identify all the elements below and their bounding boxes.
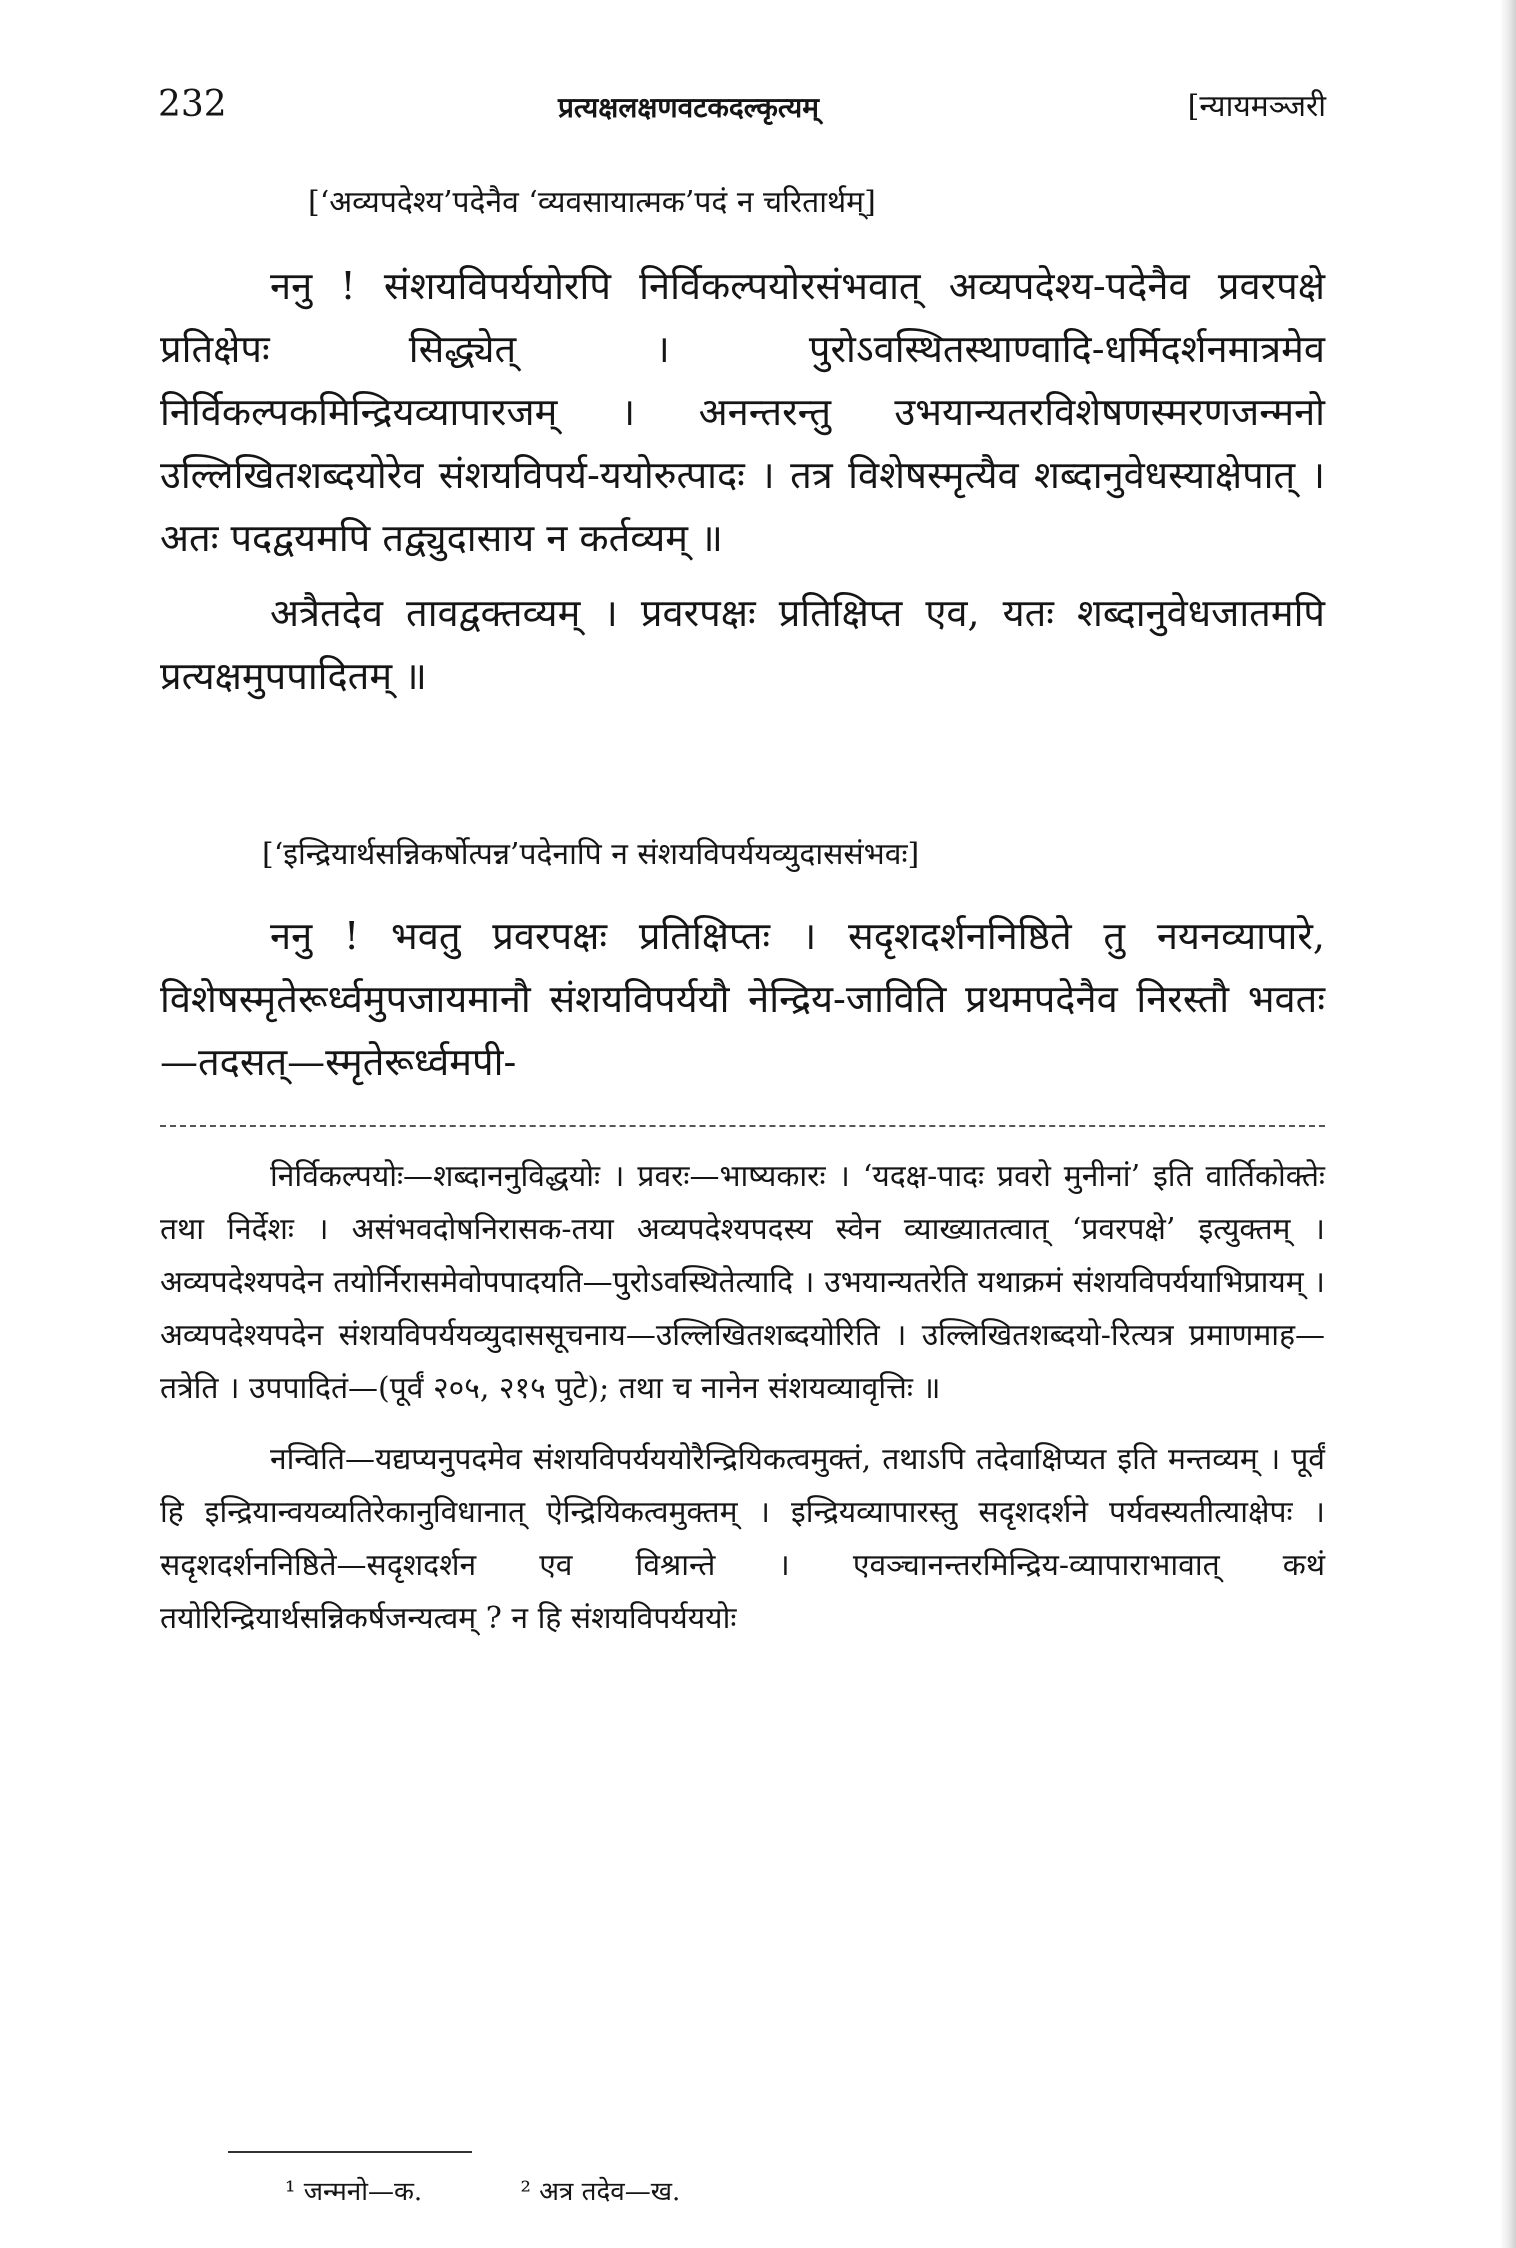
commentary-paragraph: नन्विति—यद्यप्यनुपदमेव संशयविपर्यययोरैन्द्रियिकत्वमुक्तं, तथाऽपि तदेवाक्षिप्यत इति मन्तव्यम् । पूर्वं हि इन्द्रियान्वयव्यतिरेकानुविधानात् ऐन्द्रियिकत्वमुक्तम् । इन्द्रियव्यापारस्तु सदृशदर्शने पर्यवस्यतीत्याक्षेपः । सदृशदर्शननिष्ठिते—सदृशदर्शन एव विश्रान्ते । एवञ्चानन्तरमिन्द्रिय-व्यापाराभावात् कथं तयोरिन्द्रियार्थसन्निकर्षजन्यत्वम् ? न हि संशयविपर्यययोः bbox=[160, 1442, 1325, 1636]
book-title: [न्यायमञ्जरी bbox=[1187, 89, 1326, 124]
commentary-paragraph: निर्विकल्पयोः—शब्दाननुविद्धयोः । प्रवरः—भाष्यकारः । ‘यदक्ष-पादः प्रवरो मुनीनां’ इति वार्तिकोक्तेः तथा निर्देशः । असंभवदोषनिरासक-तया अव्यपदेश्यपदस्य स्वेन व्याख्यातत्वात् ‘प्रवरपक्षे’ इत्युक्तम् । अव्यपदेश्यपदेन तयोर्निरासमेवोपपादयति—पुरोऽवस्थितेत्यादि । उभयान्यतरेति यथाक्रमं संशयविपर्ययाभिप्रायम् । अव्यपदेश्यपदेन संशयविपर्ययव्युदाससूचनाय—उल्लिखितशब्दयोरिति । उल्लिखितशब्दयो-रित्यत्र प्रमाणमाह—तत्रेति । उपपादितं—(पूर्वं २०५, २१५ पुटे); तथा च नानेन संशयव्यावृत्तिः ॥ bbox=[160, 1159, 1325, 1406]
footnote-divider bbox=[228, 2151, 472, 2153]
main-text-section-2 bbox=[160, 905, 1325, 1094]
running-header bbox=[158, 82, 1326, 142]
page-number: 232 bbox=[158, 84, 227, 125]
running-title: प्रत्यक्षलक्षणवटकदल्कृत्यम् bbox=[558, 91, 819, 124]
section-heading-2: [‘इन्द्रियार्थसन्निकर्षोत्पन्न’पदेनापि न संशयविपर्ययव्युदाससंभवः] bbox=[262, 837, 920, 872]
footnote-1: ¹ जन्मनो—क. bbox=[285, 2177, 423, 2207]
scan-edge-shadow bbox=[1500, 0, 1516, 2248]
commentary-divider bbox=[160, 1125, 1325, 1127]
main-paragraph: ननु ! संशयविपर्ययोरपि निर्विकल्पयोरसंभवात् अव्यपदेश्य-पदेनैव प्रवरपक्षे प्रतिक्षेपः सिद्ध्येत् । पुरोऽवस्थितस्थाण्वादि-धर्मिदर्शनमात्रमेव निर्विकल्पकमिन्द्रियव्यापारजम् । अनन्तरन्तु उभयान्यतरविशेषणस्मरणजन्मनो उल्लिखितशब्दयोरेव संशयविपर्य-ययोरुत्पादः । तत्र विशेषस्मृत्यैव शब्दानुवेधस्याक्षेपात् । अतः पदद्वयमपि तद्व्युदासाय न कर्तव्यम् ॥ bbox=[160, 264, 1325, 560]
main-text-section-1 bbox=[160, 255, 1325, 708]
main-paragraph: ननु ! भवतु प्रवरपक्षः प्रतिक्षिप्तः । सदृशदर्शननिष्ठिते तु नयनव्यापारे, विशेषस्मृतेरूर्ध्वमुपजायमानौ संशयविपर्ययौ नेन्द्रिय-जाविति प्रथमपदेनैव निरस्तौ भवतः—तदसत्—स्मृतेरूर्ध्वमपी- bbox=[160, 914, 1325, 1084]
main-paragraph: अत्रैतदेव तावद्वक्तव्यम् । प्रवरपक्षः प्रतिक्षिप्त एव, यतः शब्दानुवेधजातमपि प्रत्यक्षमुपपादितम् ॥ bbox=[160, 591, 1325, 698]
footnotes bbox=[285, 2172, 770, 2208]
section-heading-1: [‘अव्यपदेश्य’पदेनैव ‘व्यवसायात्मक’पदं न चरितार्थम्] bbox=[308, 185, 876, 220]
footnote-2: ² अत्र तदेव—ख. bbox=[520, 2177, 681, 2207]
commentary bbox=[160, 1150, 1325, 1645]
